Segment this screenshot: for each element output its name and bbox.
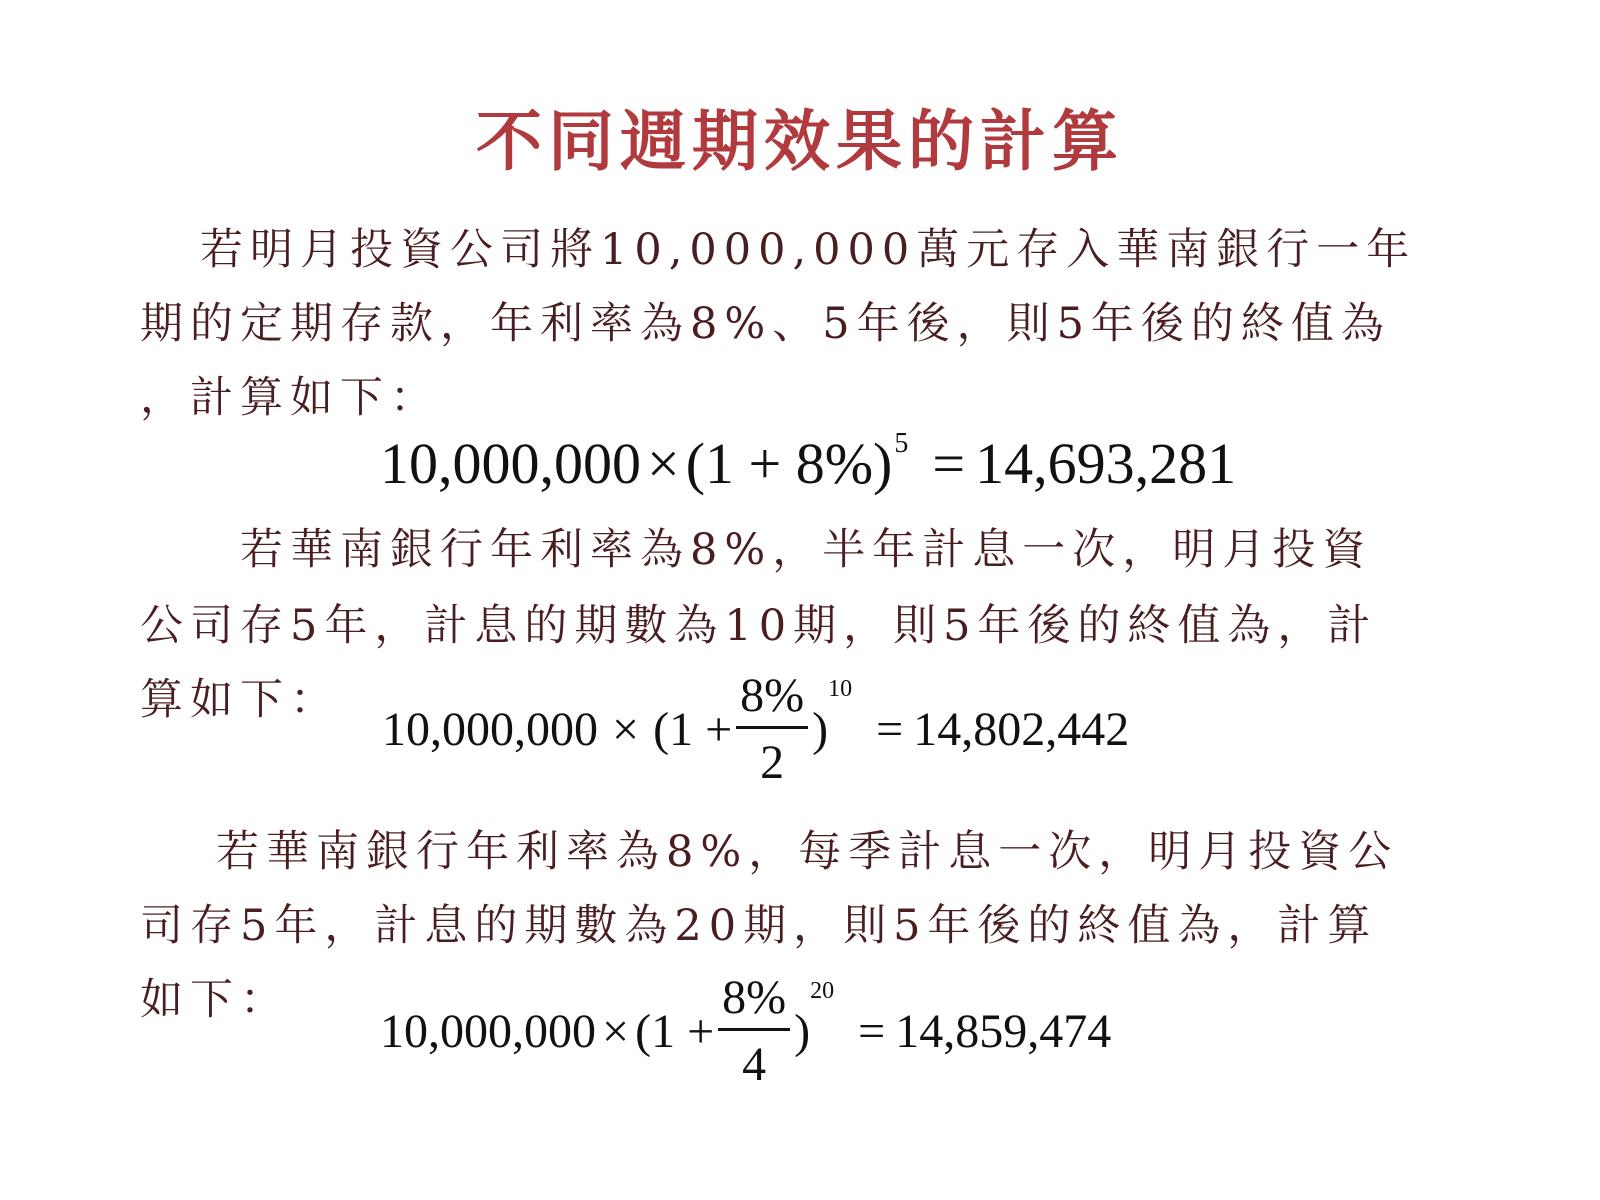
formula-exponent: 10	[828, 676, 853, 702]
formula-principal: 10,000,000	[380, 431, 641, 496]
paragraph-line: 司存5年，計息的期數為20期，則5年後的終值為，計算	[140, 901, 1378, 951]
paragraph-line: 若華南銀行年利率為8%，每季計息一次，明月投資公	[216, 827, 1399, 877]
formula-result: 14,802,442	[913, 703, 1130, 756]
formula-semiannual	[382, 669, 1130, 789]
formula-result: 14,859,474	[895, 1005, 1112, 1058]
fraction	[736, 669, 808, 789]
formula-annual	[380, 430, 1236, 497]
formula-principal: 10,000,000	[382, 703, 598, 756]
paragraph-line: ，計算如下：	[140, 373, 440, 423]
paragraph-line: 公司存5年，計息的期數為10期，則5年後的終值為，計	[140, 601, 1378, 651]
slide-title: 不同週期效果的計算	[476, 102, 1124, 180]
fraction-numerator: 8%	[736, 672, 808, 729]
formula-open: (1 +	[653, 703, 733, 756]
paragraph-line: 若明月投資公司將10,000,000萬元存入華南銀行一年	[200, 225, 1417, 275]
times-sign: ×	[647, 431, 680, 496]
equals-sign: =	[876, 703, 904, 756]
formula-quarterly	[380, 971, 1112, 1091]
fraction-denominator: 2	[760, 736, 785, 789]
formula-exponent: 20	[810, 978, 835, 1004]
formula-close: )	[812, 703, 829, 756]
fraction	[718, 971, 790, 1091]
formula-base: (1 + 8%)	[685, 431, 893, 496]
equals-sign: =	[858, 1005, 886, 1058]
formula-principal: 10,000,000	[380, 1005, 596, 1058]
fraction-numerator: 8%	[718, 974, 790, 1031]
fraction-denominator: 4	[742, 1038, 767, 1091]
paragraph-line: 如下：	[140, 975, 290, 1025]
formula-exponent: 5	[894, 428, 909, 459]
paragraph-line: 期的定期存款，年利率為8%、5年後，則5年後的終值為	[140, 299, 1391, 349]
times-sign: ×	[612, 703, 640, 756]
formula-close: )	[794, 1005, 811, 1058]
times-sign: ×	[602, 1005, 630, 1058]
paragraph-line: 若華南銀行年利率為8%，半年計息一次，明月投資	[240, 525, 1373, 575]
formula-result: 14,693,281	[975, 431, 1237, 496]
paragraph-line: 算如下：	[140, 675, 340, 725]
equals-sign: =	[932, 431, 966, 496]
formula-open: (1 +	[635, 1005, 715, 1058]
